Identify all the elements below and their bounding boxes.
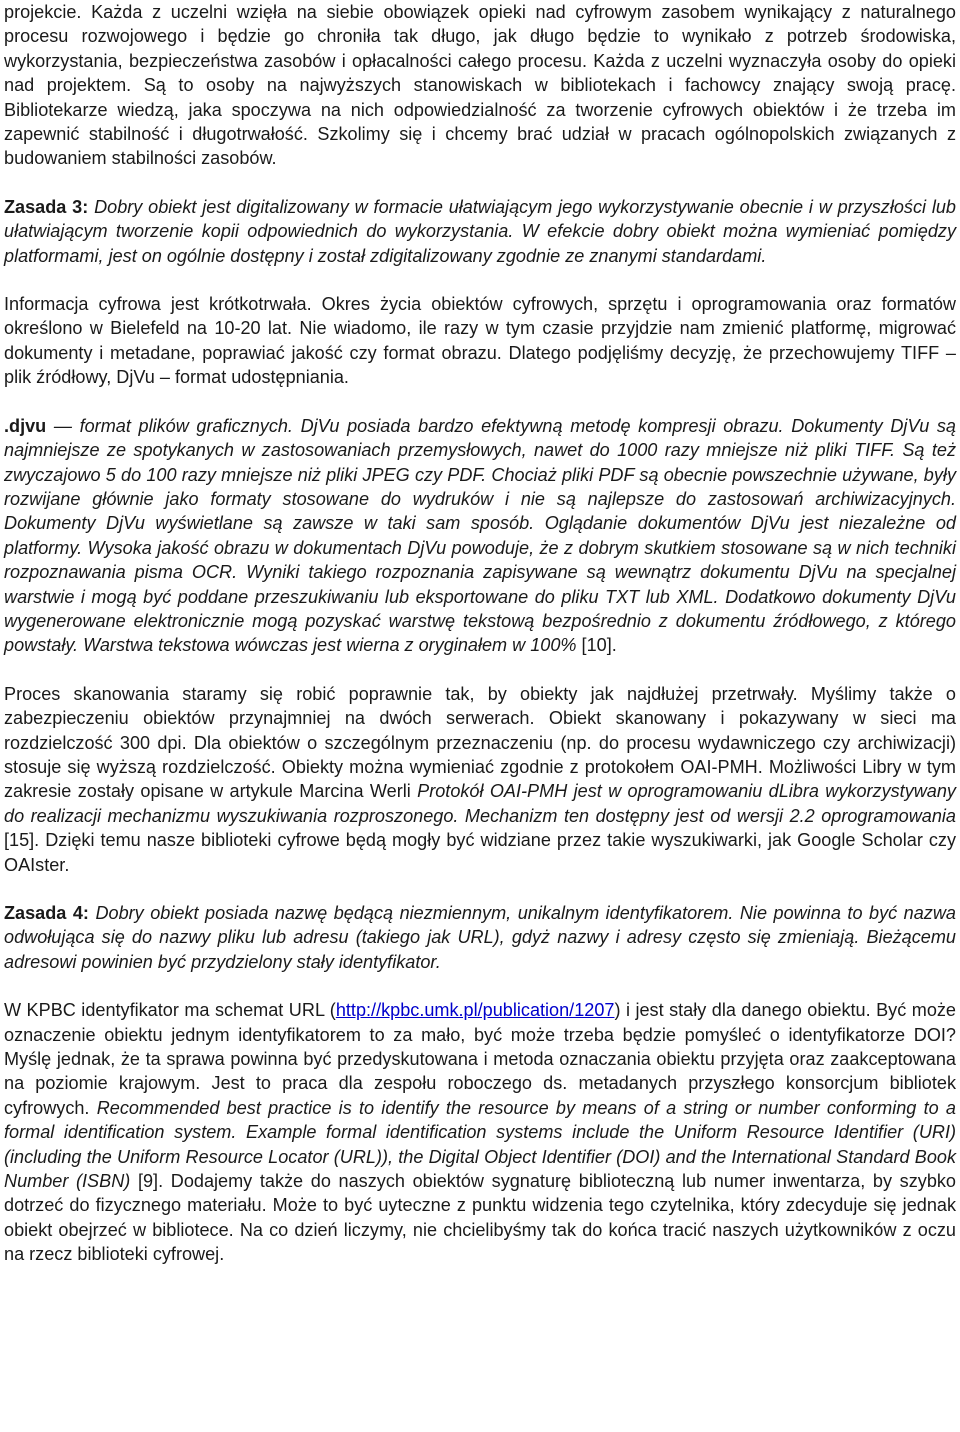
text-span: [15]. Dzięki temu nasze biblioteki cyfrowe będą mogły być widziane przez takie wyszukiwarki, jak Google Scholar czy OAIster. <box>4 830 956 875</box>
text-span: Bibliotekarze wiedzą, jaka spoczywa na nich odpowiedzialność za tworzenie cyfrowych obiektów i że trzeba im zapewnić stabilność i długotrwałość. Szkolimy się i chcemy brać udział w pracach ogólnopolskich związanych z budowaniem stabilności zasobów. <box>4 99 956 169</box>
paragraph-principle-3 <box>4 195 956 268</box>
text-span: ) i jest stały dla danego obiektu. Być może oznaczenie obiektu jednym identyfikatorem to za mało, być może trzeba będzie pomyśleć o identyfikatorze DOI? Myślę jednak, że ta sprawa powinna być przedyskutowana i metoda oznaczania obiektu przyjęta oraz zaakceptowana na poziomie krajowym. Jest to praca dla zespołu roboczego ds. metadanych przyszłego konsorcjum bibliotek cyfrowych. <box>4 1000 956 1118</box>
paragraph-scanning <box>4 682 956 877</box>
text-span: Każda z uczelni wyznaczyła osoby do opieki nad projektem. Są to osoby na najwyższych stanowiskach w bibliotekach i fachowcy znający swoją pracę. <box>4 50 956 96</box>
format-description: — format plików graficznych. DjVu posiada bardzo efektywną metodę kompresji obrazu. Dokumenty DjVu są najmniejsze ze spotykanych w zastosowaniach przemysłowych, nawet do 1000 razy mniejsze niż pliki TIFF. Są też zwyczajowo 5 do 100 razy mniejsze niż pliki JPEG czy PDF. Chociaż pliki PDF są obecnie powszechnie używane, były rozwijane głównie jako formaty stosowane do wydruków i nie są najlepsze do zastosowań archiwizacyjnych. Dokumenty DjVu wyświetlane są zawsze w taki sam sposób. Oglądanie dokumentów DjVu jest niezależne od platformy. Wysoka jakość obrazu w dokumentach DjVu powoduje, że z dobrym skutkiem stosowane są w nich techniki rozpoznawania pisma OCR. Wyniki takiego rozpoznania zapisywane są wewnątrz dokumentu DjVu na specjalnej warstwie i mogą być poddane przeszukiwaniu lub eksportowane do pliku TXT lub XML. Dodatkowo dokumenty DjVu wygenerowane elektronicznie mogą pozyskać warstwę tekstową bezpośrednio z dokumentu źródłowego, z którego powstały. Warstwa tekstowa wówczas jest wierna z oryginałem w 100% <box>4 415 956 656</box>
paragraph-spacer <box>4 268 956 292</box>
paragraph-spacer <box>4 390 956 414</box>
paragraph-spacer <box>4 171 956 195</box>
paragraph-principle-4 <box>4 901 956 974</box>
text-span: W KPBC identyfikator ma schemat URL ( <box>4 1000 336 1021</box>
format-label: .djvu <box>4 415 47 436</box>
principle-text: Dobry obiekt posiada nazwę będącą niezmiennym, unikalnym identyfikatorem. Nie powinna to być nazwa odwołująca się do nazwy pliku lub adresu (takiego jak URL), gdyż nazwy i adresy często się zmieniają. Bieżącemu adresowi powinien być przydzielony stały identyfikator. <box>4 903 956 972</box>
paragraph-djvu <box>4 414 956 658</box>
principle-text: W efekcie dobry obiekt można wymieniać pomiędzy platformami, jest on ogólnie dostępny i został zdigitalizowany zgodnie ze znanymi standardami. <box>4 221 956 266</box>
reference: [10]. <box>576 635 617 656</box>
paragraph-kpbc-identifier <box>4 998 956 1266</box>
quoted-recommendation: Recommended best practice is to identify the resource by means of a string or number conforming to a formal identification system. Example formal identification systems include the Uniform Resource Identifier (URI) (including the Uniform Resource Locator (URL)), the Digital Object Identifier (DOI) and the International Standard Book Number (ISBN) <box>4 1097 956 1192</box>
paragraph-digital-information <box>4 292 956 390</box>
principle-label: Zasada 3: <box>4 196 89 217</box>
quoted-article: Protokół OAI-PMH jest w oprogramowaniu dLibra wykorzystywany do realizacji mechanizmu wyszukiwania rozproszonego. Mechanizm ten dostępny jest od wersji 2.2 oprogramowania <box>4 781 956 826</box>
text-span: projekcie. Każda z uczelni wzięła na siebie obowiązek opieki nad cyfrowym zasobem wynikający z naturalnego procesu rozwojowego i będzie go chroniła tak długo, jak długo będzie to wynikało z potrzeb środowiska, wykorzystania, bezpieczeństwa zasobów i opłacalności całego procesu. <box>4 2 956 71</box>
principle-label: Zasada 4: <box>4 903 89 923</box>
text-span: [9]. Dodajemy także do naszych obiektów sygnaturę biblioteczną lub numer inwentarza, by szybko dotrzeć do fizycznego materiału. Może to być uyteczne z punktu widzenia tego czytelnika, który zdecyduje się jednak obiekt obejrzeć w bibliotece. Na co dzień liczymy, nie chcielibyśmy tak do końca tracić naszych użytkowników z oczu na rzecz biblioteki cyfrowej. <box>4 1171 956 1265</box>
text-span: Informacja cyfrowa jest krótkotrwała. Okres życia obiektów cyfrowych, sprzętu i oprogramowania oraz formatów określono w Bielefeld na 10-20 lat. Nie wiadomo, ile razy w tym czasie przyjdzie nam zmienić platformę, migrować dokumenty i metadane, poprawiać jakość czy format obrazu. Dlatego podjęliśmy decyzję, że przechowujemy TIFF – plik źródłowy, DjVu – format udostępniania. <box>4 294 956 388</box>
text-span: Proces skanowania staramy się robić poprawnie tak, by obiekty jak najdłużej przetrwały. Myślimy także o zabezpieczeniu obiektów przynajmniej na dwóch serwerach. Obiekt skanowany i pokazywany w sieci ma rozdzielczość 300 dpi. Dla obiektów o szczególnym przeznaczeniu (np. do procesu wydawniczego czy archiwizacji) stosuje się wyższą rozdzielczość. Obiekty można wymieniać zgodnie z protokołem OAI-PMH. Możliwości Libry w tym zakresie zostały opisane w artykule Marcina Werli <box>4 683 956 802</box>
paragraph-spacer <box>4 877 956 901</box>
paragraph-spacer <box>4 658 956 682</box>
publication-link[interactable]: http://kpbc.umk.pl/publication/1207 <box>335 1000 615 1021</box>
paragraph-spacer <box>4 974 956 998</box>
paragraph-project-care <box>4 0 956 171</box>
principle-text: Dobry obiekt jest digitalizowany w formacie ułatwiającym jego wykorzystywanie obecnie i w przyszłości lub ułatwiającym tworzenie kopii odpowiednich do wykorzystania. <box>4 196 956 242</box>
